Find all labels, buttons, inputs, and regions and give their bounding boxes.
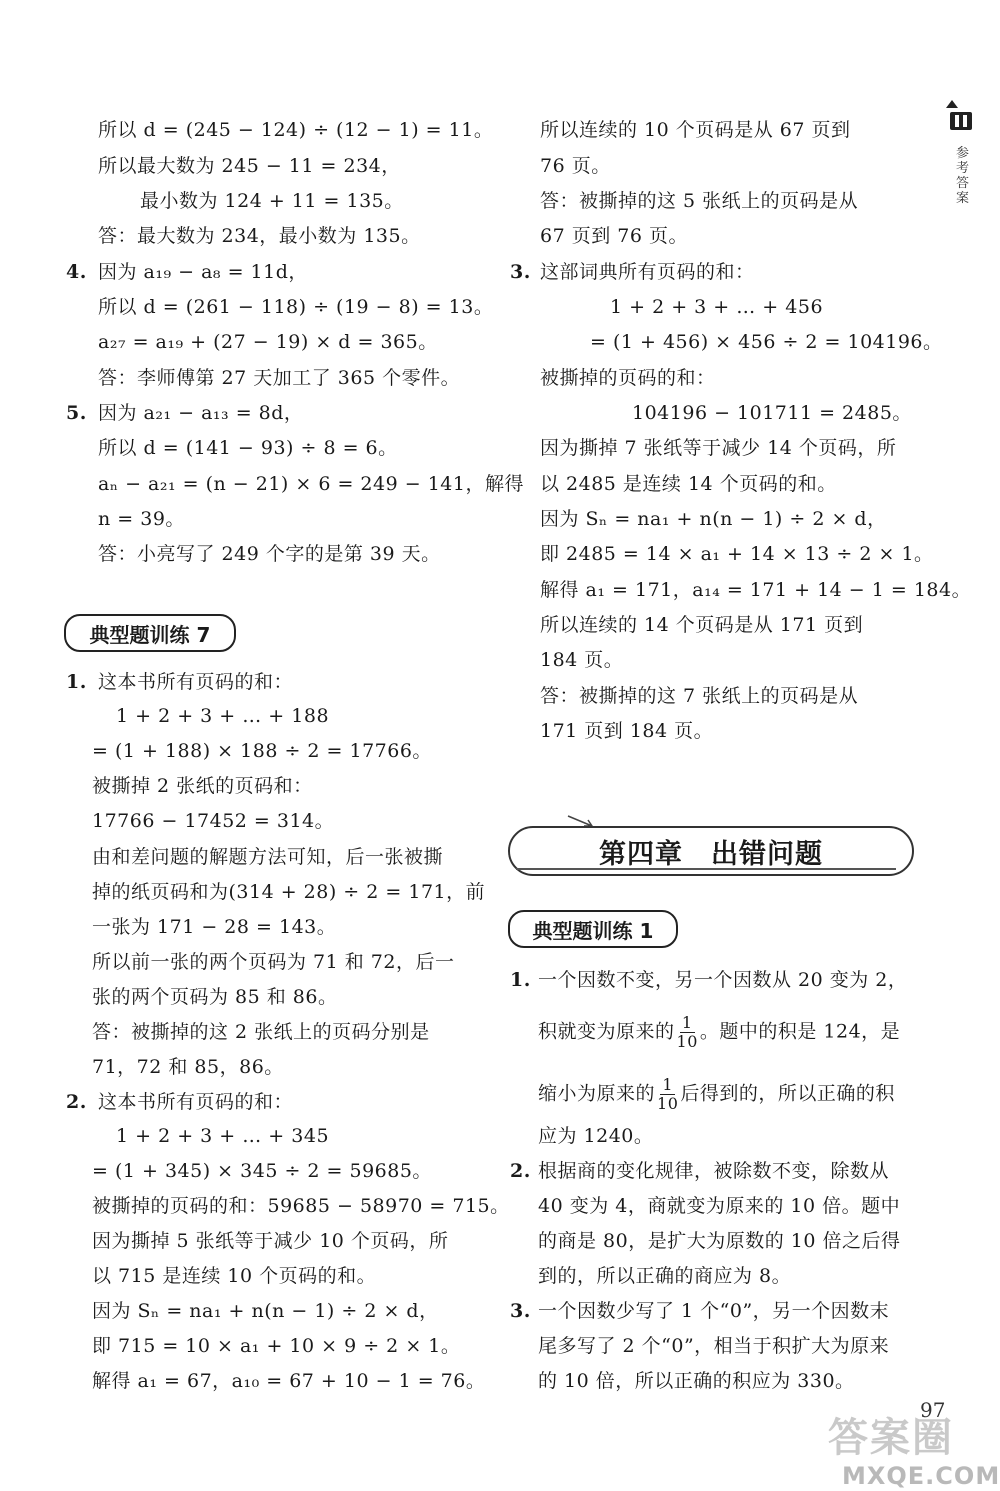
text-line: 应为 1240。 <box>538 1125 654 1147</box>
text-line: 因为 a₁₉ − a₈ = 11d， <box>98 261 308 283</box>
text-line: 解得 a₁ = 67，a₁₀ = 67 + 10 − 1 = 76。 <box>92 1370 486 1392</box>
text-line: aₙ − a₂₁ = (n − 21) × 6 = 249 − 141，解得 <box>98 473 524 495</box>
text-line: 67 页到 76 页。 <box>540 225 688 247</box>
text-line: 17766 − 17452 = 314。 <box>92 810 335 832</box>
question-number: 1. <box>66 671 87 693</box>
text-line: 一个因数少写了 1 个“0”，另一个因数末 <box>538 1300 890 1322</box>
text-line: 这部词典所有页码的和： <box>540 261 755 283</box>
text-line: 所以 d = (245 − 124) ÷ (12 − 1) = 11。 <box>98 119 494 141</box>
text-line: a₂₇ = a₁₉ + (27 − 19) × d = 365。 <box>98 331 438 353</box>
text-line: 1 + 2 + 3 + … + 345 <box>116 1125 330 1147</box>
section-heading-1: 典型题训练 1 <box>508 910 678 948</box>
text-line: 一个因数不变，另一个因数从 20 变为 2， <box>538 969 908 991</box>
text-segment: 。题中的积是 124，是 <box>699 1020 901 1043</box>
text-line: 因为撕掉 7 张纸等于减少 14 个页码，所 <box>540 437 897 459</box>
text-line: 所以前一张的两个页码为 71 和 72，后一 <box>92 951 455 973</box>
text-segment: 缩小为原来的 <box>538 1082 656 1105</box>
side-label-answer-key: 参考答案 <box>956 146 970 206</box>
text-line: 所以 d = (141 − 93) ÷ 8 = 6。 <box>98 437 398 459</box>
text-line: 一张为 171 − 28 = 143。 <box>92 916 337 938</box>
text-line: 因为 Sₙ = na₁ + n(n − 1) ÷ 2 × d， <box>92 1300 439 1322</box>
text-line: 根据商的变化规律，被除数不变，除数从 <box>538 1160 890 1182</box>
text-line: 答：小亮写了 249 个字的是第 39 天。 <box>98 543 441 565</box>
text-line: 的商是 80，是扩大为原数的 10 倍之后得 <box>538 1230 901 1252</box>
text-line: 尾多写了 2 个“0”，相当于积扩大为原来 <box>538 1335 890 1357</box>
text-line: 104196 − 101711 = 2485。 <box>632 402 912 424</box>
fraction <box>677 1014 698 1051</box>
text-line-with-fraction <box>538 1014 900 1051</box>
text-line: 因为撕掉 5 张纸等于减少 10 个页码，所 <box>92 1230 449 1252</box>
text-line: 这本书所有页码的和： <box>98 671 294 693</box>
fraction-denominator: 10 <box>676 1032 698 1051</box>
question-number: 5. <box>66 402 87 424</box>
question-number: 1. <box>510 969 531 991</box>
text-line: 答：李师傅第 27 天加工了 365 个零件。 <box>98 367 461 389</box>
text-line: 所以连续的 14 个页码是从 171 页到 <box>540 614 864 636</box>
text-segment: 积就变为原来的 <box>538 1020 675 1043</box>
text-line: 答：被撕掉的这 5 张纸上的页码是从 <box>540 190 859 212</box>
text-line: 由和差问题的解题方法可知，后一张被撕 <box>92 846 444 868</box>
text-line: 答：被撕掉的这 2 张纸上的页码分别是 <box>92 1021 430 1043</box>
text-line: 的 10 倍，所以正确的积应为 330。 <box>538 1370 855 1392</box>
text-line: n = 39。 <box>98 508 185 530</box>
watermark-logo-text: 答案圈 <box>828 1415 954 1461</box>
question-number: 3. <box>510 261 531 283</box>
text-line: 171 页到 184 页。 <box>540 720 714 742</box>
text-line: 答：被撕掉的这 7 张纸上的页码是从 <box>540 685 859 707</box>
text-line: 因为 a₂₁ − a₁₃ = 8d， <box>98 402 304 424</box>
text-line: 答：最大数为 234，最小数为 135。 <box>98 225 421 247</box>
fraction-denominator: 10 <box>657 1094 679 1113</box>
question-number: 2. <box>66 1091 87 1113</box>
text-line: 40 变为 4，商就变为原来的 10 倍。题中 <box>538 1195 901 1217</box>
text-line: 所以最大数为 245 − 11 = 234， <box>98 155 401 177</box>
text-line-with-fraction <box>538 1076 895 1113</box>
text-line: 以 715 是连续 10 个页码的和。 <box>92 1265 377 1287</box>
text-line: 解得 a₁ = 171，a₁₄ = 171 + 14 − 1 = 184。 <box>540 579 972 601</box>
text-line: = (1 + 345) × 345 ÷ 2 = 59685。 <box>92 1160 432 1182</box>
page-number: 97 <box>920 1398 946 1422</box>
question-number: 4. <box>66 261 87 283</box>
text-line: = (1 + 456) × 456 ÷ 2 = 104196。 <box>590 331 943 353</box>
text-line: 即 715 = 10 × a₁ + 10 × 9 ÷ 2 × 1。 <box>92 1335 461 1357</box>
text-line: 张的两个页码为 85 和 86。 <box>92 986 338 1008</box>
text-line: 所以连续的 10 个页码是从 67 页到 <box>540 119 851 141</box>
section-heading-7: 典型题训练 7 <box>64 614 236 652</box>
chapter-underline <box>516 868 896 870</box>
text-line: 被撕掉的页码的和：59685 − 58970 = 715。 <box>92 1195 510 1217</box>
text-line: 因为 Sₙ = na₁ + n(n − 1) ÷ 2 × d， <box>540 508 887 530</box>
text-line: 到的，所以正确的商应为 8。 <box>538 1265 792 1287</box>
text-segment: 后得到的，所以正确的积 <box>680 1082 895 1105</box>
text-line: 71，72 和 85，86。 <box>92 1056 284 1078</box>
text-line: 所以 d = (261 − 118) ÷ (19 − 8) = 13。 <box>98 296 494 318</box>
fraction <box>657 1076 678 1113</box>
watermark-url: MXQE.COM <box>842 1462 1000 1490</box>
chapter-title: 第四章 出错问题 <box>508 826 914 876</box>
text-line: 76 页。 <box>540 155 611 177</box>
text-line: 掉的纸页码和为(314 + 28) ÷ 2 = 171，前 <box>92 881 486 903</box>
text-line: 被撕掉的页码的和： <box>540 367 716 389</box>
text-line: 最小数为 124 + 11 = 135。 <box>140 190 404 212</box>
question-number: 3. <box>510 1300 531 1322</box>
text-line: 以 2485 是连续 14 个页码的和。 <box>540 473 837 495</box>
text-line: 1 + 2 + 3 + … + 188 <box>116 705 330 727</box>
book-icon <box>946 100 976 134</box>
text-line: 184 页。 <box>540 649 624 671</box>
fraction-numerator: 1 <box>662 1075 674 1094</box>
text-line: 被撕掉 2 张纸的页码和： <box>92 775 313 797</box>
text-line: 1 + 2 + 3 + … + 456 <box>610 296 824 318</box>
fraction-numerator: 1 <box>681 1013 693 1032</box>
text-line: 即 2485 = 14 × a₁ + 14 × 13 ÷ 2 × 1。 <box>540 543 934 565</box>
question-number: 2. <box>510 1160 531 1182</box>
text-line: = (1 + 188) × 188 ÷ 2 = 17766。 <box>92 740 432 762</box>
text-line: 这本书所有页码的和： <box>98 1091 294 1113</box>
